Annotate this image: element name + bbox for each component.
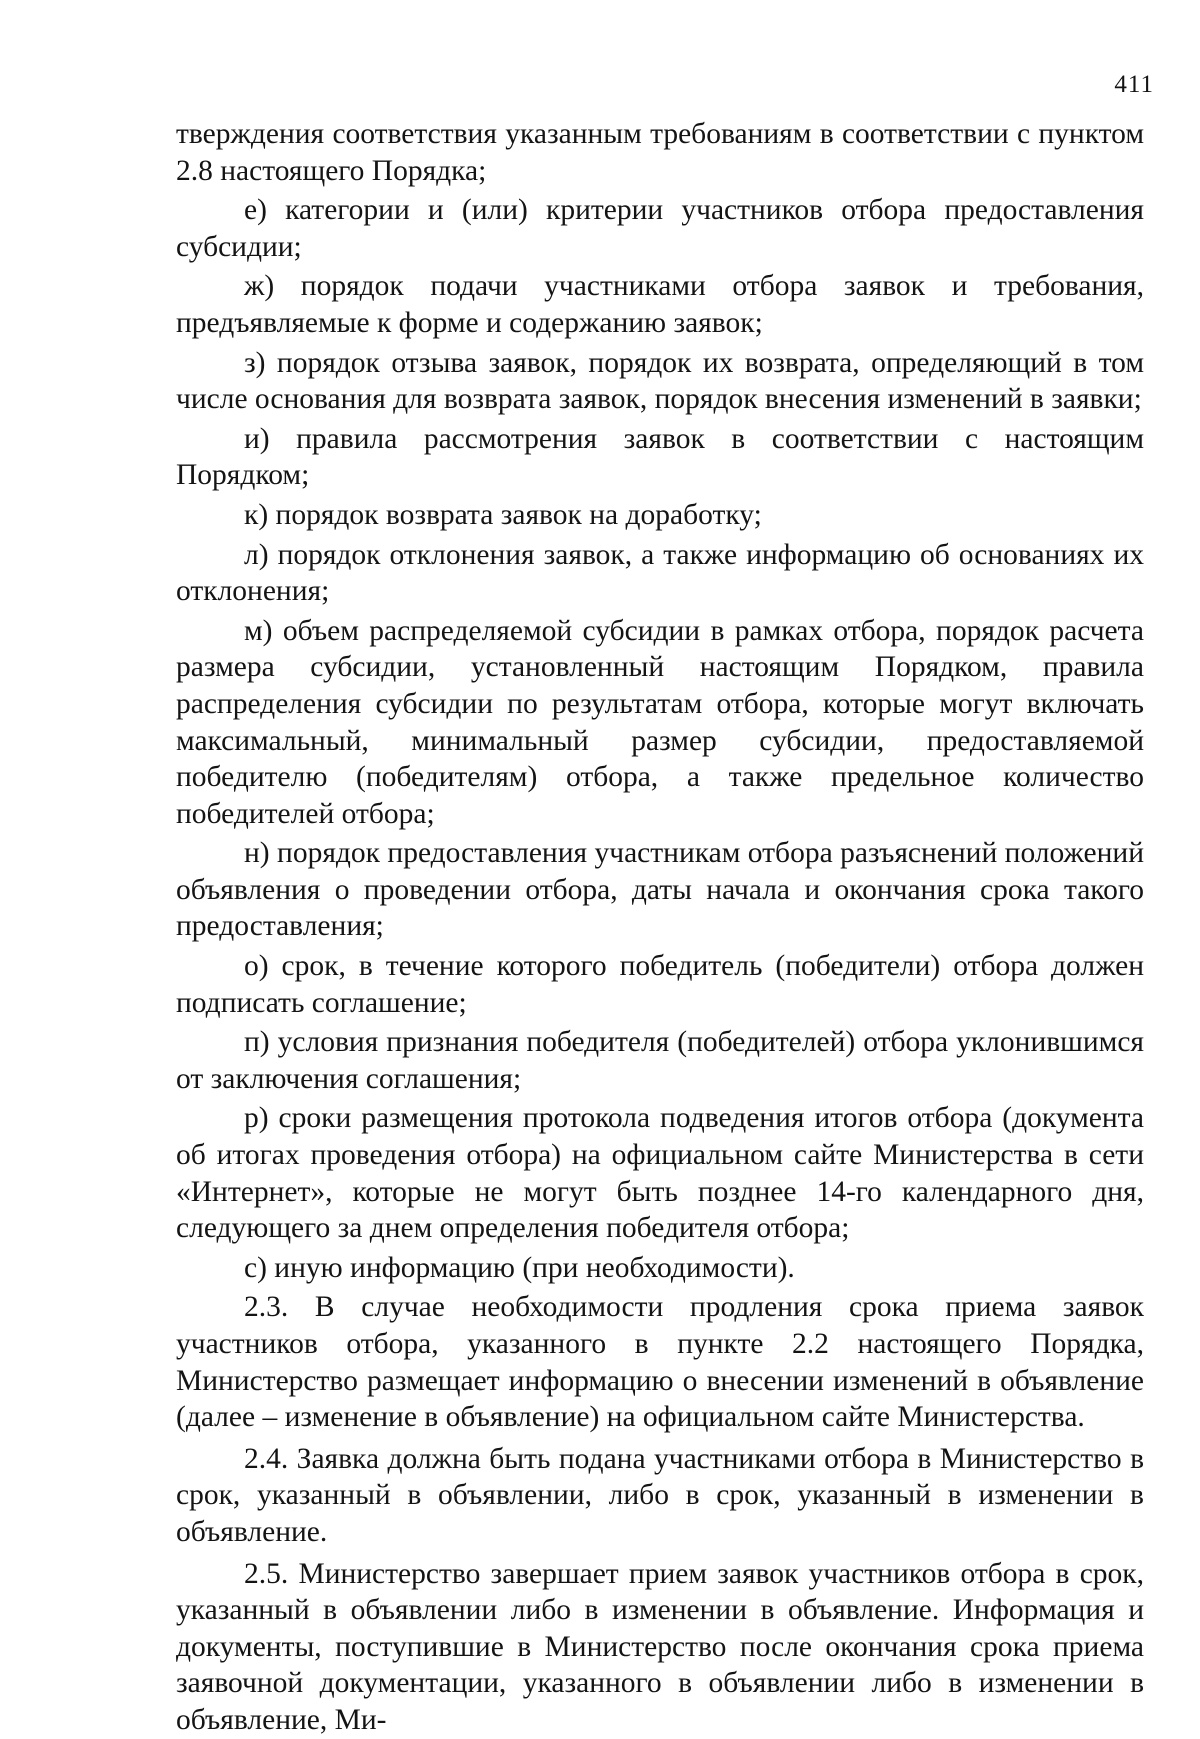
clause-2-4: 2.4. Заявка должна быть подана участниками отбора в Министерство в срок, указанный в объявлении, либо в срок, указанный в изменении в объявление. xyxy=(176,1442,1144,1548)
list-item-e: е) категории и (или) критерии участников отбора предоставления субсидии; xyxy=(176,194,1144,263)
list-item-i: и) правила рассмотрения заявок в соответствии с настоящим Порядком; xyxy=(176,422,1144,492)
document-body xyxy=(176,116,1144,1739)
clause-2-5: 2.5. Министерство завершает прием заявок участников отбора в срок, указанный в объявлении либо в изменении в объявление. Информация и документы, поступившие в Министерство после окончания срока приема заявочной документации, указанного в объявлении либо в изменении в объявление, Ми- xyxy=(176,1557,1144,1736)
list-item-p: п) условия признания победителя (победителей) отбора уклонившимся от заключения соглашения; xyxy=(176,1026,1144,1095)
list-item-zh: ж) порядок подачи участниками отбора заявок и требования, предъявляемые к форме и содержанию заявок; xyxy=(176,270,1144,339)
list-item-z: з) порядок отзыва заявок, порядок их возврата, определяющий в том числе основания для возврата заявок, порядок внесения изменений в заявки; xyxy=(176,346,1144,416)
clause-2-3: 2.3. В случае необходимости продления срока приема заявок участников отбора, указанного в пункте 2.2 настоящего Порядка, Министерство размещает информацию о внесении изменений в объявление (далее – изменение в объявление) на официальном сайте Министерства. xyxy=(176,1291,1144,1434)
list-item-m: м) объем распределяемой субсидии в рамках отбора, порядок расчета размера субсидии, установленный настоящим Порядком, правила распределения субсидии по результатам отбора, которые могут включать максимальный, минимальный размер субсидии, предоставляемой победителю (победителям) отбора, а также предельное количество победителей отбора; xyxy=(176,614,1144,830)
list-item-r: р) сроки размещения протокола подведения итогов отбора (документа об итогах проведения отбора) на официальном сайте Министерства в сети «Интернет», которые не могут быть позднее 14-го календарного дня, следующего за днем определения победителя отбора; xyxy=(176,1102,1144,1245)
page-number: 411 xyxy=(1114,71,1154,98)
list-item-l: л) порядок отклонения заявок, а также информацию об основаниях их отклонения; xyxy=(176,538,1144,608)
list-item-n: н) порядок предоставления участникам отбора разъяснений положений объявления о проведении отбора, даты начала и окончания срока такого предоставления; xyxy=(176,837,1144,943)
list-item-o: о) срок, в течение которого победитель (победители) отбора должен подписать соглашение; xyxy=(176,950,1144,1019)
list-item-k: к) порядок возврата заявок на доработку; xyxy=(244,498,762,531)
paragraph-continuation: тверждения соответствия указанным требованиям в соответствии с пунктом 2.8 настоящего Порядка; xyxy=(176,118,1144,187)
list-item-s: с) иную информацию (при необходимости). xyxy=(244,1251,795,1284)
